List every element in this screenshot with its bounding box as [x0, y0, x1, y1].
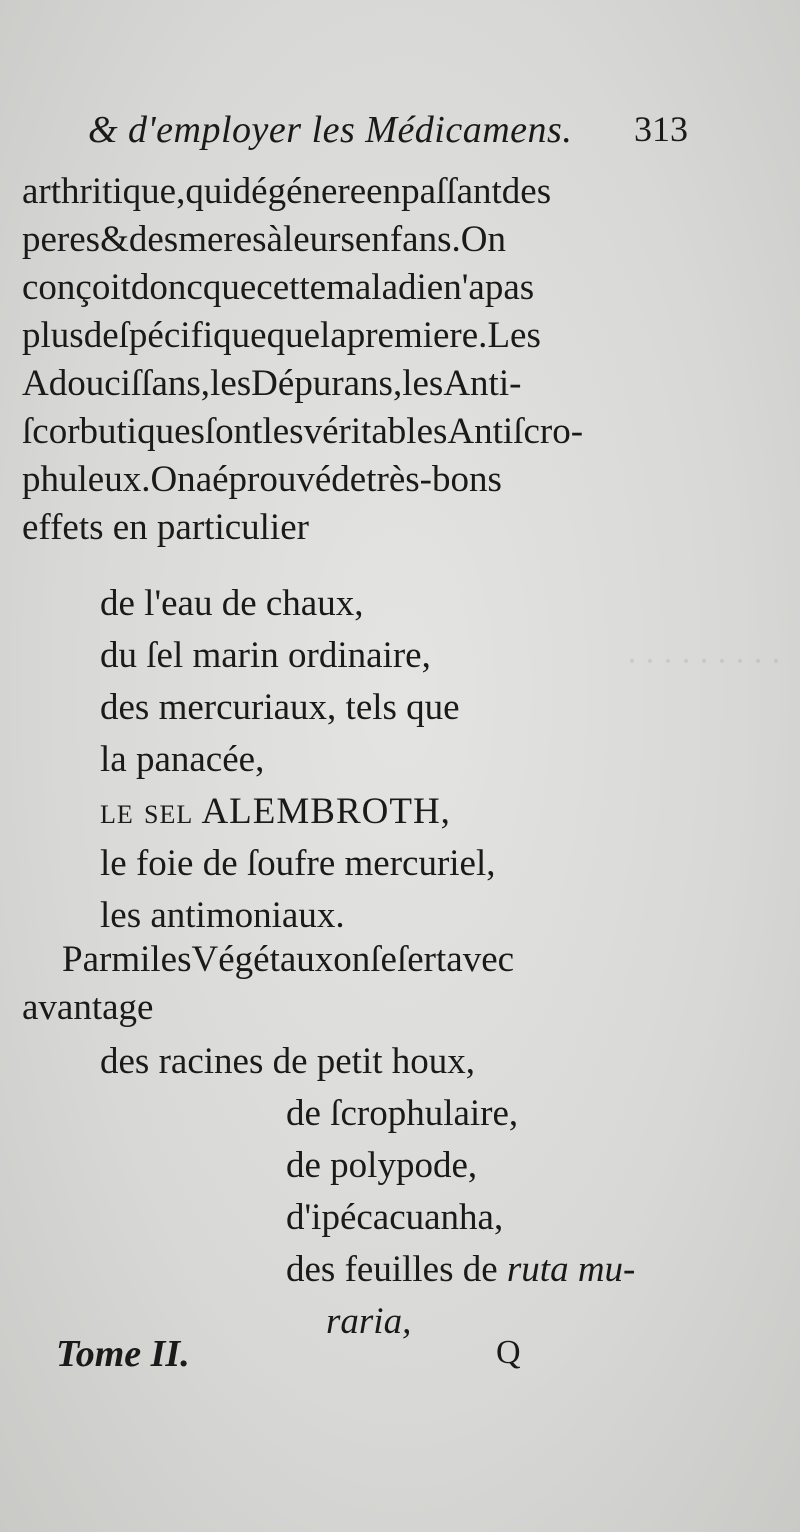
paragraph-line — [22, 456, 648, 504]
word: n'a — [443, 267, 485, 308]
list-item: le ſel ALEMBROTH, — [100, 791, 451, 832]
word: on — [333, 939, 371, 980]
word: les — [150, 939, 192, 980]
paragraph-line — [22, 216, 648, 264]
word: qui — [185, 171, 233, 212]
word: Les — [487, 315, 541, 356]
word: peres — [22, 219, 101, 260]
word: les — [262, 411, 304, 452]
list-item: des racines de petit houx, — [100, 1041, 476, 1082]
list-item: la panacée, — [100, 739, 265, 780]
word: conçoit — [22, 267, 131, 308]
word: On — [460, 219, 506, 260]
list-item: des mercuriaux, tels que — [100, 687, 460, 728]
list-item-prefix: des feuilles de — [286, 1249, 498, 1290]
word: très-bons — [366, 459, 502, 500]
paragraph-line — [22, 408, 648, 456]
bleed-through-text: · · · · · · · · · — [627, 641, 780, 681]
word: que — [202, 267, 257, 308]
list-item-latin: ruta mu- — [506, 1249, 636, 1290]
list-item — [286, 1244, 635, 1296]
word: dégénere — [232, 171, 367, 212]
word: paſſant — [401, 171, 502, 212]
paragraph-line — [22, 168, 648, 216]
running-title: & d'employer les Médicamens. — [88, 109, 573, 151]
page-header — [88, 108, 688, 158]
word: pas — [484, 267, 535, 308]
paragraph-2 — [22, 936, 648, 1032]
remedy-list-2-sub — [286, 1088, 635, 1348]
page-number: 313 — [634, 109, 688, 149]
word: de — [331, 459, 367, 500]
remedy-list-1 — [100, 578, 496, 942]
word: premiere. — [346, 315, 488, 356]
word: plus — [22, 315, 84, 356]
word: les — [210, 363, 252, 404]
word: donc — [130, 267, 203, 308]
word: leurs — [282, 219, 355, 260]
word: des — [501, 171, 552, 212]
paragraph-line — [22, 360, 648, 408]
word: éprouvé — [212, 459, 332, 500]
word: véritables — [303, 411, 448, 452]
list-item: de polypode, — [286, 1145, 478, 1186]
word: à — [266, 219, 283, 260]
signature-volume: Tome II. — [56, 1333, 190, 1375]
list-item-continuation: raria, — [326, 1301, 412, 1342]
remedy-list-2 — [100, 1036, 475, 1088]
paragraph-line — [22, 264, 648, 312]
paragraph-line: effets en particulier — [22, 507, 309, 548]
word: que — [266, 315, 320, 356]
signature-mark: Q — [496, 1334, 521, 1371]
paragraph-line — [22, 312, 648, 360]
word: Antiſcro- — [447, 411, 584, 452]
word: cette — [256, 267, 327, 308]
paragraph-1 — [22, 168, 648, 552]
word: la — [320, 315, 347, 356]
word: maladie — [326, 267, 444, 308]
word: Végétaux — [191, 939, 334, 980]
word: ſcorbutiques — [22, 411, 205, 452]
word: & — [100, 219, 129, 260]
word: a — [195, 459, 213, 500]
list-item: de ſcrophulaire, — [286, 1093, 519, 1134]
word: Parmi — [62, 939, 151, 980]
paragraph-line: avantage — [22, 987, 154, 1028]
list-item: d'ipécacuanha, — [286, 1197, 504, 1238]
list-item: de l'eau de chaux, — [100, 583, 364, 624]
paragraph-line — [22, 936, 648, 984]
word: ſe — [370, 939, 397, 980]
word: arthritique, — [22, 171, 186, 212]
word: Dépurans, — [251, 363, 403, 404]
word: enfans. — [354, 219, 461, 260]
list-item: le foie de ſoufre mercuriel, — [100, 843, 496, 884]
word: Anti- — [443, 363, 522, 404]
word: On — [150, 459, 196, 500]
word: ſont — [204, 411, 263, 452]
word: de — [83, 315, 119, 356]
word: phuleux. — [22, 459, 151, 500]
word: ſpécifique — [118, 315, 267, 356]
list-item: du ſel marin ordinaire, — [100, 635, 431, 676]
word: Adouciſſans, — [22, 363, 211, 404]
word: des — [128, 219, 179, 260]
word: avec — [446, 939, 515, 980]
word: les — [402, 363, 444, 404]
word: meres — [178, 219, 267, 260]
list-item: les antimoniaux. — [100, 895, 345, 936]
word: ſert — [396, 939, 447, 980]
word: en — [366, 171, 402, 212]
